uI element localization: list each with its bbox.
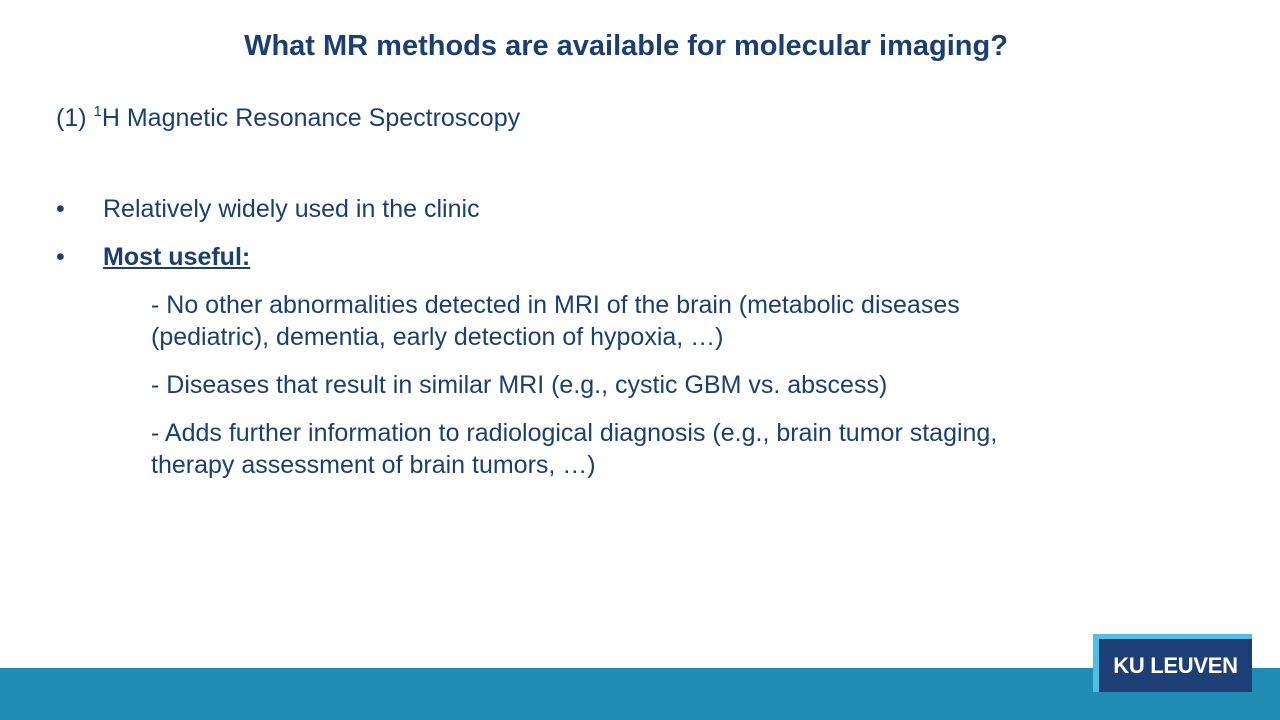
bullet-text-emphasis: Most useful:: [103, 243, 251, 271]
bullet-icon: •: [56, 195, 65, 223]
slide-title: What MR methods are available for molecular imaging?: [244, 30, 1008, 62]
bullet-text: Relatively widely used in the clinic: [103, 195, 480, 223]
section-number: (1): [56, 104, 94, 132]
section-heading: [56, 102, 520, 134]
sub-item: - No other abnormalities detected in MRI of the brain (metabolic diseases (pediatric), dementia, early detection of hypoxia, …): [151, 291, 960, 351]
ku-leuven-logo: KU LEUVEN: [1099, 639, 1252, 692]
sub-item: - Adds further information to radiological diagnosis (e.g., brain tumor staging, therapy assessment of brain tumors, …): [151, 419, 998, 479]
bullet-icon: •: [56, 243, 65, 271]
superscript-one: 1: [93, 103, 102, 120]
sub-item: - Diseases that result in similar MRI (e.g., cystic GBM vs. abscess): [151, 371, 888, 399]
footer-bar: [0, 668, 1280, 720]
section-heading-text: H Magnetic Resonance Spectroscopy: [101, 104, 521, 132]
